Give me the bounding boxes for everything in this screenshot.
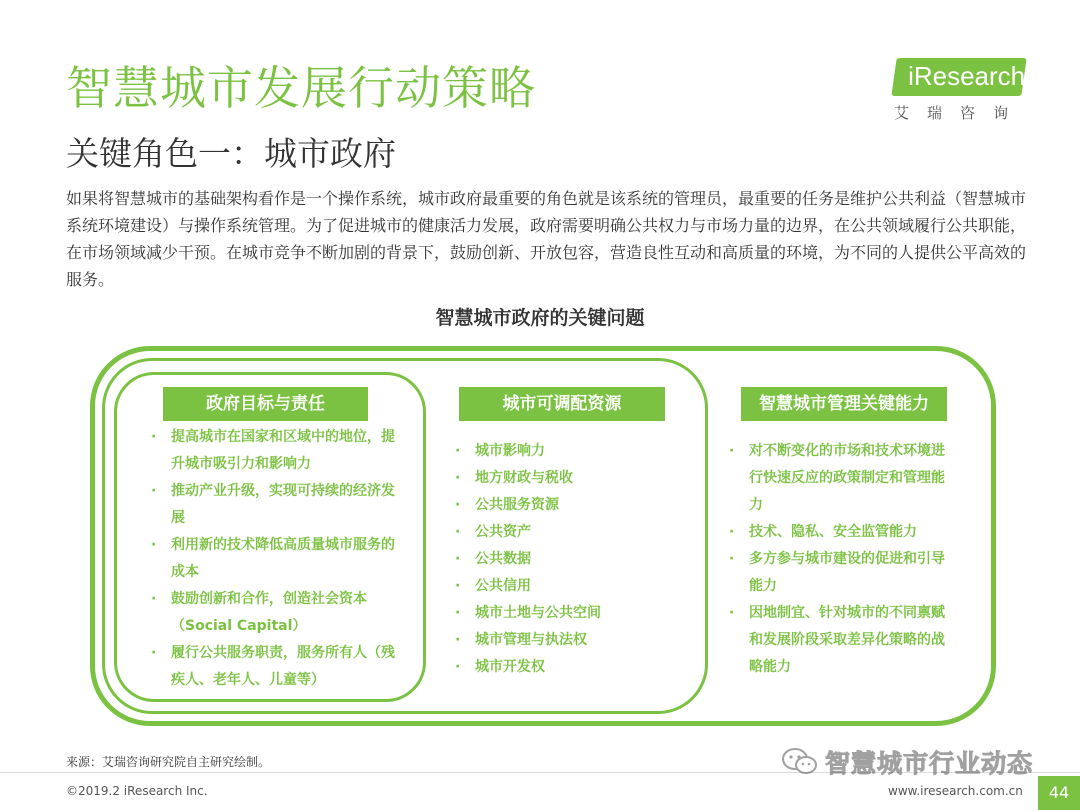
list-item-text: 公共数据 [475, 551, 531, 567]
bullet-icon: · [455, 578, 461, 594]
list-item [451, 438, 651, 465]
bullet-icon: · [455, 551, 461, 567]
bullet-icon: · [151, 591, 157, 607]
list-item-text: 利用新的技术降低高质量城市服务的成本 [171, 537, 395, 580]
list-item [451, 519, 651, 546]
bullet-icon: · [729, 605, 735, 621]
list-item [147, 424, 397, 478]
list-item [451, 573, 651, 600]
list-item-text: 提高城市在国家和区域中的地位，提升城市吸引力和影响力 [171, 429, 395, 472]
bullet-icon: · [729, 551, 735, 567]
bullet-icon: · [455, 470, 461, 486]
column-header-goals: 政府目标与责任 [163, 387, 368, 421]
list-item [451, 546, 651, 573]
list-item [147, 640, 397, 694]
page-number-box [1038, 776, 1080, 810]
list-item [725, 438, 955, 519]
list-item [147, 532, 397, 586]
bullet-icon: · [455, 605, 461, 621]
bullet-icon: · [151, 645, 157, 661]
resources-list [451, 438, 651, 681]
diagram-title: 智慧城市政府的关键问题 [435, 307, 645, 329]
intro-paragraph: 如果将智慧城市的基础架构看作是一个操作系统，城市政府最重要的角色就是该系统的管理员，最重要的任务是维护公共利益（智慧城市系统环境建设）与操作系统管理。为了促进城市的健康活力发展，政府需要明确公共权力与市场力量的边界，在公共领域履行公共职能，在市场领域减少干预。在城市竞争不断加剧的背景下，鼓励创新、开放包容，营造良性互动和高质量的环境，为不同的人提供公平高效的服务。 [66, 189, 1027, 289]
goals-list [147, 424, 397, 694]
wechat-icon [780, 746, 820, 778]
list-item-text: 城市管理与执法权 [475, 632, 587, 648]
bullet-icon: · [729, 443, 735, 459]
list-item-text: 地方财政与税收 [475, 470, 573, 486]
bullet-icon: · [729, 524, 735, 540]
list-item-text: 城市开发权 [475, 659, 545, 675]
list-item-text: 城市土地与公共空间 [475, 605, 601, 621]
list-item-text: 公共服务资源 [475, 497, 559, 513]
list-item [451, 492, 651, 519]
column-header-resources: 城市可调配资源 [459, 387, 665, 421]
bullet-icon: · [455, 524, 461, 540]
list-item-text: 因地制宜、针对城市的不同禀赋和发展阶段采取差异化策略的战略能力 [749, 605, 945, 675]
logo-chinese-name: 艾瑞咨询 [894, 104, 1027, 122]
bullet-icon: · [455, 632, 461, 648]
list-item-text: 鼓励创新和合作，创造社会资本（Social Capital） [171, 591, 367, 634]
bullet-icon: · [455, 443, 461, 459]
capabilities-list [725, 438, 955, 681]
copyright: ©2019.2 iResearch Inc. [66, 784, 208, 798]
list-item-text: 履行公共服务职责，服务所有人（残疾人、老年人、儿童等） [171, 645, 395, 688]
watermark [780, 744, 1033, 780]
list-item [725, 600, 955, 681]
logo-badge [891, 58, 1026, 96]
list-item [725, 546, 955, 600]
watermark-text: 智慧城市行业动态 [825, 749, 1034, 778]
list-item-text: 推动产业升级，实现可持续的经济发展 [171, 483, 395, 526]
list-item-text: 技术、隐私、安全监管能力 [749, 524, 917, 540]
list-item-text: 多方参与城市建设的促进和引导能力 [749, 551, 945, 594]
list-item-text: 公共资产 [475, 524, 531, 540]
list-item [725, 519, 955, 546]
list-item [451, 465, 651, 492]
bullet-icon: · [151, 429, 157, 445]
list-item-text: 对不断变化的市场和技术环境进行快速反应的政策制定和管理能力 [749, 443, 945, 513]
list-item-text: 公共信用 [475, 578, 531, 594]
page-title: 智慧城市发展行动策略 [66, 61, 536, 115]
list-item [147, 586, 397, 640]
source-note: 来源：艾瑞咨询研究院自主研究绘制。 [66, 755, 271, 769]
column-header-capabilities: 智慧城市管理关键能力 [741, 387, 947, 421]
bullet-icon: · [151, 537, 157, 553]
list-item [451, 654, 651, 681]
bullet-icon: · [455, 659, 461, 675]
bullet-icon: · [455, 497, 461, 513]
page-subtitle: 关键角色一：城市政府 [66, 134, 396, 173]
page-number: 44 [1048, 783, 1070, 802]
list-item [147, 478, 397, 532]
list-item-text: 城市影响力 [475, 443, 545, 459]
website-link[interactable]: www.iresearch.com.cn [888, 784, 1023, 798]
bullet-icon: · [151, 483, 157, 499]
iresearch-logo [882, 58, 1032, 126]
list-item [451, 600, 651, 627]
list-item [451, 627, 651, 654]
logo-wordmark: iResearch [908, 61, 1026, 91]
